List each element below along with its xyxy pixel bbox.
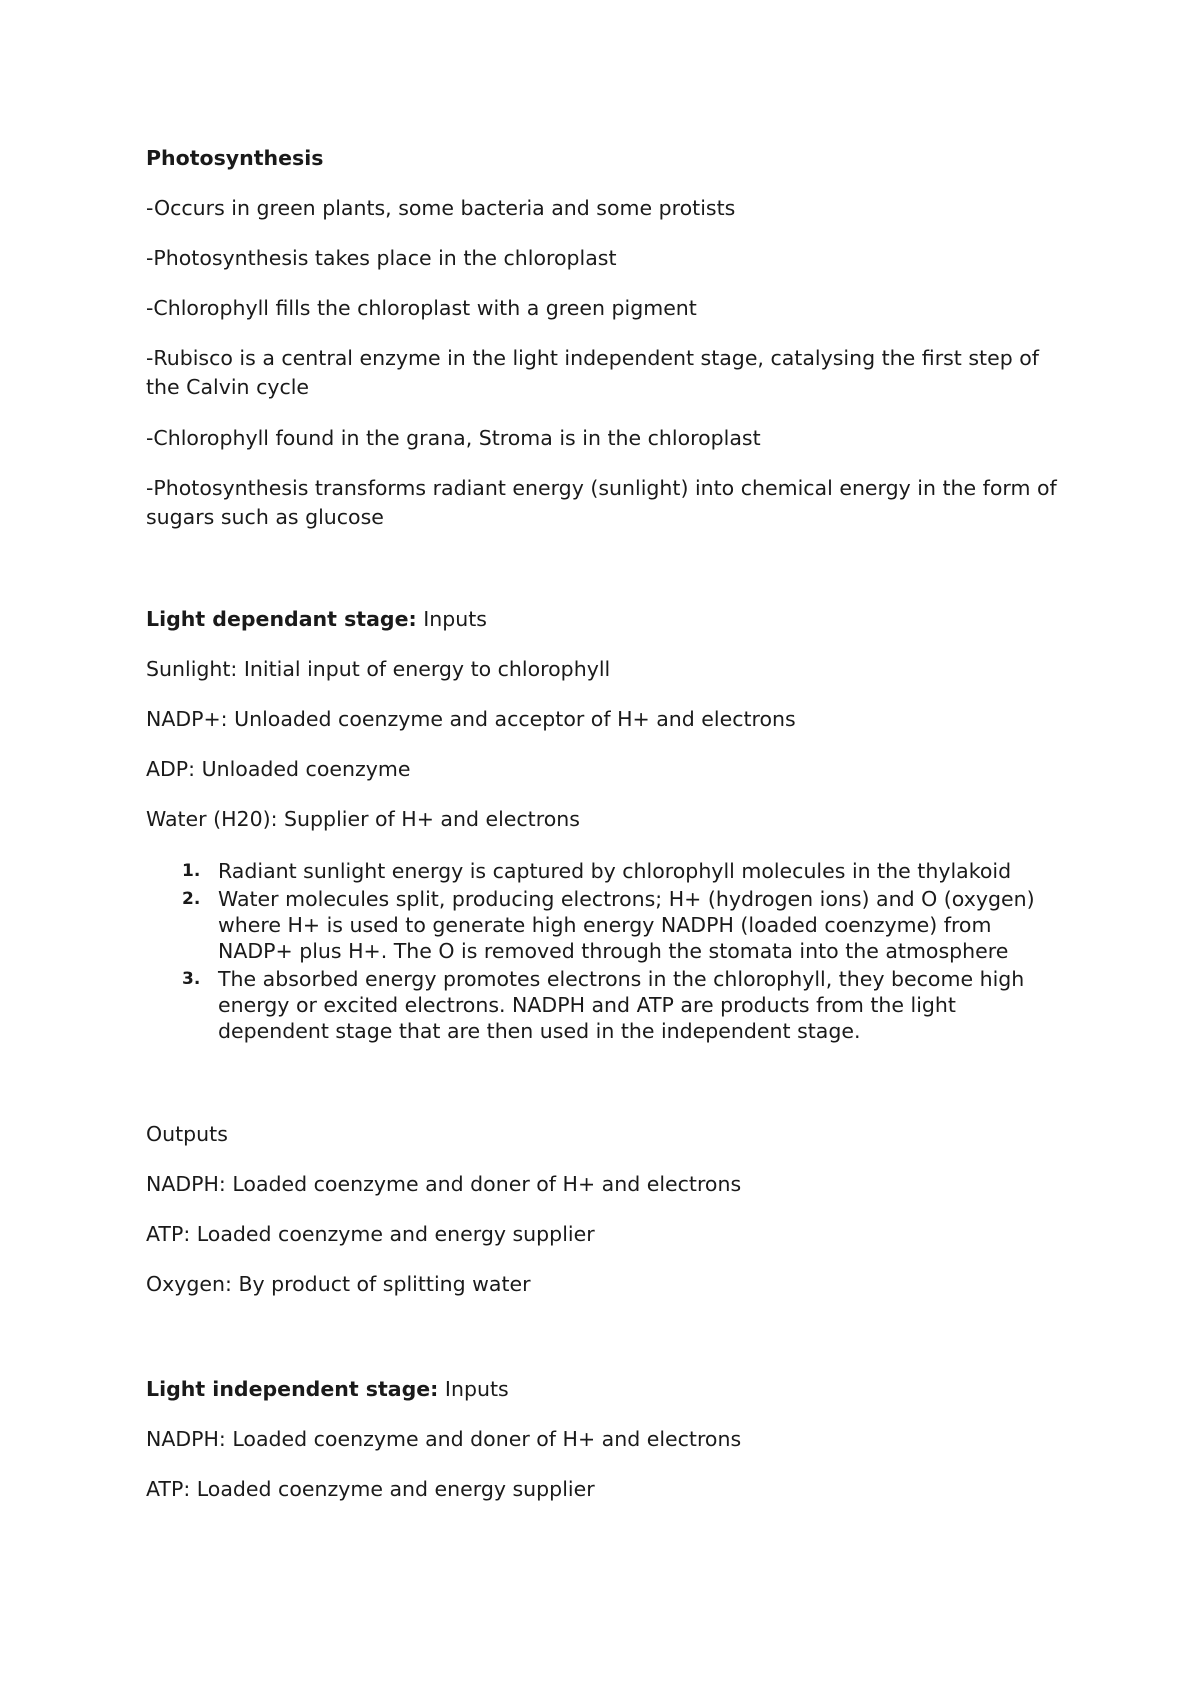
light-independent-input: NADPH: Loaded coenzyme and doner of H+ and electrons bbox=[146, 1427, 742, 1451]
light-independent-input: ATP: Loaded coenzyme and energy supplier bbox=[146, 1477, 595, 1501]
intro-item: -Photosynthesis transforms radiant energy (sunlight) into chemical energy in the form of sugars such as glucose bbox=[146, 476, 1057, 529]
step-number: 2. bbox=[182, 889, 201, 909]
step-number: 1. bbox=[182, 861, 201, 881]
step-item bbox=[146, 966, 1066, 1044]
light-dependant-heading bbox=[146, 605, 1066, 634]
light-dependant-heading-label: Light dependant stage: bbox=[146, 607, 417, 631]
intro-item: -Occurs in green plants, some bacteria and some protists bbox=[146, 196, 736, 220]
intro-item: -Chlorophyll fills the chloroplast with a green pigment bbox=[146, 296, 697, 320]
document-title: Photosynthesis bbox=[146, 146, 324, 170]
light-dependant-steps bbox=[146, 858, 1066, 1046]
light-independent-heading-suffix: Inputs bbox=[438, 1377, 509, 1401]
outputs-label: Outputs bbox=[146, 1122, 228, 1146]
light-dependant-output: ATP: Loaded coenzyme and energy supplier bbox=[146, 1222, 595, 1246]
intro-item: -Rubisco is a central enzyme in the light independent stage, catalysing the first step of the Calvin cycle bbox=[146, 346, 1039, 399]
light-independent-heading-label: Light independent stage: bbox=[146, 1377, 439, 1401]
step-item bbox=[146, 886, 1066, 964]
step-number: 3. bbox=[182, 969, 201, 989]
light-dependant-input: Water (H20): Supplier of H+ and electrons bbox=[146, 807, 580, 831]
light-dependant-output: Oxygen: By product of splitting water bbox=[146, 1272, 531, 1296]
light-dependant-heading-suffix: Inputs bbox=[416, 607, 487, 631]
step-text: The absorbed energy promotes electrons in the chlorophyll, they become high energy or excited electrons. NADPH and ATP are products from the light dependent stage that are then used in the independent stage. bbox=[218, 967, 1025, 1043]
light-dependant-input: Sunlight: Initial input of energy to chlorophyll bbox=[146, 657, 611, 681]
light-dependant-output: NADPH: Loaded coenzyme and doner of H+ and electrons bbox=[146, 1172, 742, 1196]
light-dependant-input: ADP: Unloaded coenzyme bbox=[146, 757, 411, 781]
step-text: Water molecules split, producing electrons; H+ (hydrogen ions) and O (oxygen) where H+ is used to generate high energy NADPH (loaded coenzyme) from NADP+ plus H+. The O is removed through the stomata into the atmosphere bbox=[218, 887, 1035, 963]
intro-item: -Photosynthesis takes place in the chloroplast bbox=[146, 246, 617, 270]
light-dependant-input: NADP+: Unloaded coenzyme and acceptor of H+ and electrons bbox=[146, 707, 796, 731]
light-independent-heading bbox=[146, 1375, 1066, 1404]
step-item bbox=[146, 858, 1066, 884]
step-text: Radiant sunlight energy is captured by chlorophyll molecules in the thylakoid bbox=[218, 859, 1012, 883]
intro-item: -Chlorophyll found in the grana, Stroma is in the chloroplast bbox=[146, 426, 761, 450]
